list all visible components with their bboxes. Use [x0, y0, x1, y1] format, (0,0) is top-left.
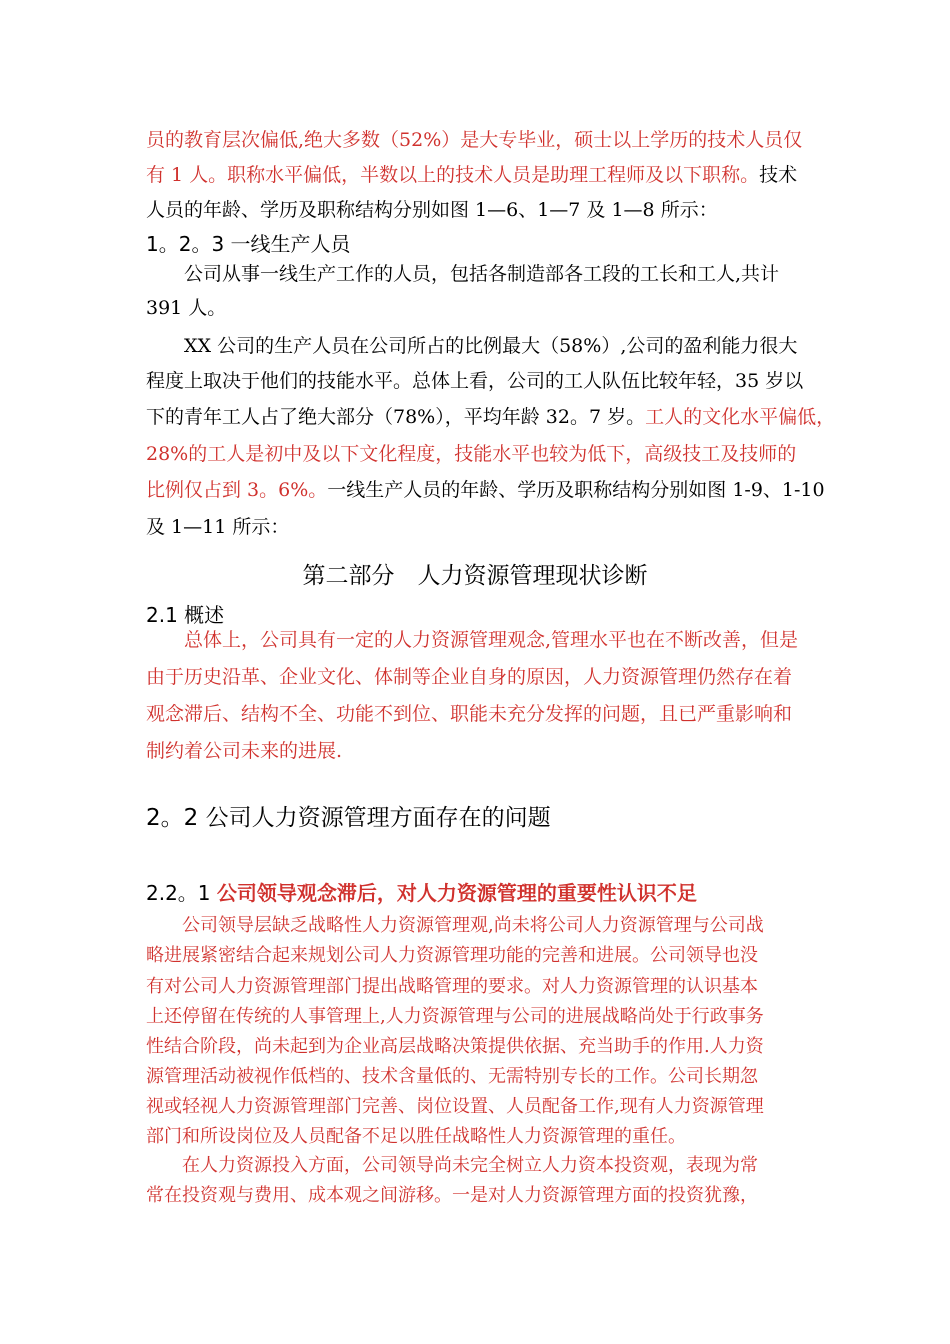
text-line: 在人力资源投入方面，公司领导尚未完全树立人力资本投资观，表现为常	[146, 1155, 758, 1176]
text-line: 公司从事一线生产工作的人员，包括各制造部各工段的工长和工人,共计	[146, 263, 780, 285]
text-line: 28%的工人是初中及以下文化程度，技能水平也较为低下，高级技工及技师的	[146, 443, 797, 465]
heading-text: 公司领导观念滞后，对人力资源管理的重要性认识不足	[216, 881, 697, 905]
text-line: 公司领导层缺乏战略性人力资源管理观,尚未将公司人力资源管理与公司战	[146, 915, 764, 936]
text-line: 及 1—11 所示：	[146, 516, 290, 538]
text-line: 员的教育层次偏低,绝大多数（52%）是大专毕业，硕士以上学历的技术人员仅	[146, 129, 803, 151]
text-line: 略进展紧密结合起来规划公司人力资源管理功能的完善和进展。公司领导也没	[146, 945, 758, 966]
section-heading-21: 2.1 概述	[146, 603, 225, 627]
text-line: 制约着公司未来的进展.	[146, 740, 343, 762]
text-line: 有 1 人。职称水平偏低，半数以上的技术人员是助理工程师及以下职称。技术	[146, 164, 798, 186]
text-line: 常在投资观与费用、成本观之间游移。一是对人力资源管理方面的投资犹豫，	[146, 1185, 758, 1206]
text-line: 上还停留在传统的人事管理上,人力资源管理与公司的进展战略尚处于行政事务	[146, 1006, 764, 1027]
text-line: 人员的年龄、学历及职称结构分别如图 1—6、1—7 及 1—8 所示：	[146, 199, 718, 221]
text-line: 源管理活动被视作低档的、技术含量低的、无需特别专长的工作。公司长期忽	[146, 1066, 758, 1087]
heading-number: 2.2。1	[146, 881, 217, 905]
text-line: 比例仅占到 3。6%。一线生产人员的年龄、学历及职称结构分别如图 1-9、1-10	[146, 479, 825, 501]
text-line: 视或轻视人力资源管理部门完善、岗位设置、人员配备工作,现有人力资源管理	[146, 1096, 764, 1117]
text-line: 总体上，公司具有一定的人力资源管理观念,管理水平也在不断改善，但是	[146, 629, 799, 651]
text-line: 有对公司人力资源管理部门提出战略管理的要求。对人力资源管理的认识基本	[146, 976, 758, 997]
text-line: 部门和所设岗位及人员配备不足以胜任战略性人力资源管理的重任。	[146, 1126, 686, 1147]
text-line: 下的青年工人占了绝大部分（78%），平均年龄 32。7 岁。工人的文化水平偏低，	[146, 406, 836, 428]
text-line: 性结合阶段，尚未起到为企业高层战略决策提供依据、充当助手的作用.人力资	[146, 1036, 764, 1057]
section-heading-123: 1。2。3 一线生产人员	[146, 232, 351, 256]
section-heading-221	[146, 880, 697, 906]
section-heading-22: 2。2 公司人力资源管理方面存在的问题	[146, 805, 551, 831]
part-title: 第二部分 人力资源管理现状诊断	[302, 563, 648, 589]
text-line: 程度上取决于他们的技能水平。总体上看，公司的工人队伍比较年轻，35 岁以	[146, 370, 804, 392]
text-line: XX 公司的生产人员在公司所占的比例最大（58%）,公司的盈利能力很大	[146, 335, 798, 357]
text-line: 391 人。	[146, 297, 227, 319]
text-line: 观念滞后、结构不全、功能不到位、职能未充分发挥的问题，且已严重影响和	[146, 703, 793, 725]
text-line: 由于历史沿革、企业文化、体制等企业自身的原因，人力资源管理仍然存在着	[146, 666, 793, 688]
